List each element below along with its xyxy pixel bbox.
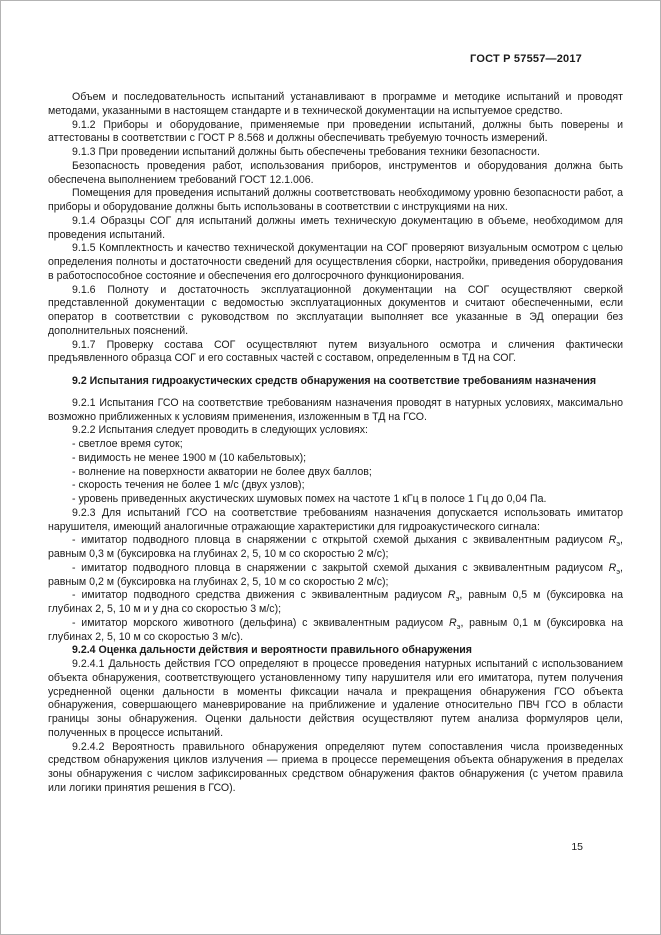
paragraph-9-1-2: 9.1.2 Приборы и оборудование, применяемые при проведении испытаний, должны быть поверены и аттестованы в соответствии с ГОСТ Р 8.568 и должны обеспечивать требуемую точность измерений. [48,118,623,145]
radius-symbol: R [608,561,617,574]
radius-symbol: R [447,589,456,602]
list-item-text: - имитатор подводного пловца в снаряжении с закрытой схемой дыхания с эквивалентным радиусом [72,561,609,574]
list-item-waves: - волнение на поверхности акватории не более двух баллов; [72,465,372,478]
list-item-current-speed: - скорость течения не более 1 м/с (двух узлов); [72,479,305,492]
paragraph-9-1-5: 9.1.5 Комплектность и качество технической документации на СОГ проверяют визуальным осмотром с целью определения полноты и достаточности сведений для осуществления сборки, настройки, приведения оборудования в работоспособное состояние и обеспечения его долгосрочного функционирования. [48,242,623,282]
list-item-text: , равным 0,3 м (буксировка на глубинах 2, 5, 10 м со скоростью 2 м/с); [48,534,623,560]
radius-subscript: э [455,594,460,604]
paragraph-9-2-2: 9.2.2 Испытания следует проводить в следующих условиях: [72,424,368,437]
radius-symbol: R [608,534,617,547]
list-item-text: , равным 0,2 м (буксировка на глубинах 2, 5, 10 м со скоростью 2 м/с); [48,561,623,588]
list-item-text: , равным 0,1 м (буксировка на глубинах 2, 5, 10 м со скоростью 3 м/с). [48,616,624,643]
radius-subscript: э [616,566,621,576]
list-item-text: , равным 0,5 м (буксировка на глубинах 2, 5, 10 м и у дна со скоростью 3 м/с); [48,589,623,615]
paragraph-9-2-1: 9.2.1 Испытания ГСО на соответствие требованиям назначения проводят в натурных условиях, максимально возможно приближенных к условиям применения, изложенным в ТД на ГСО. [48,396,623,423]
paragraph-premises: Помещения для проведения испытаний должны соответствовать необходимому уровню безопасности работ, а приборы и оборудование должны быть использованы в соответствии с инструкциями на них. [48,187,623,213]
paragraph-9-2-4-2: 9.2.4.2 Вероятность правильного обнаружения определяют путем сопоставления числа произведенных средством обнаружения циклов излучения — приема в процессе перемещения объекта обнаружения в пределах зоны обнаружения с числом зафиксированных средством обнаружения фактов обнаружения (с учетом правила или логики принятия решения в ГСО). [48,740,623,794]
paragraph-9-1-6: 9.1.6 Полноту и достаточность эксплуатационной документации на СОГ осуществляют сверкой представленной документации с ведомостью эксплуатационных документов и считают обеспеченными, если оператор в соответствии с руководством по эксплуатации выполняет все указанные в ЭД операции без дополнительных пояснений. [48,283,623,337]
radius-subscript: э [456,621,461,631]
page-number: 15 [571,841,583,853]
paragraph-scope: Объем и последовательность испытаний устанавливают в программе и методике испытаний и проводят методами, указанными в настоящем стандарте и в технической документации на испытуемое средство. [48,91,623,117]
paragraph-safety: Безопасность проведения работ, использования приборов, инструментов и оборудования должна быть обеспечена выполнением требований ГОСТ 12.1.006. [48,159,623,186]
doc-code-header: ГОСТ Р 57557—2017 [470,53,582,65]
document-body [48,91,623,796]
paragraph-9-2-3: 9.2.3 Для испытаний ГСО на соответствие требованиям назначения допускается использовать имитатор нарушителя, имеющий аналогичные отражающие характеристики для гидроакустического сигнала: [48,506,623,533]
paragraph-9-2-4-1: 9.2.4.1 Дальность действия ГСО определяют в процессе проведения натурных испытаний с использованием объекта обнаружения, соответствующего установленному типу нарушителя или его имитатора, путем получения усредненной оценки дальности в моменты фиксации начала и прекращения обнаружения ГСО объекта обнаружения, совершающего маневрирование на приближение и удаление относительно ПВЧ ГСО в области границы зоны обнаружения. Оценки дальности действия осуществляют путем анализа формуляров цели, полученных в процессе испытаний. [48,658,623,739]
paragraph-9-1-4: 9.1.4 Образцы СОГ для испытаний должны иметь техническую документацию в объеме, необходимом для проведения испытаний. [48,214,623,241]
radius-subscript: э [616,539,621,549]
list-item-text: - имитатор подводного средства движения с эквивалентным радиусом [72,589,448,602]
radius-symbol: R [448,616,457,629]
list-item-visibility: - видимость не менее 1900 м (10 кабельтовых); [72,451,307,464]
list-item-imitator-dolphin [48,617,623,645]
paragraph-9-1-3: 9.1.3 При проведении испытаний должны быть обеспечены требования техники безопасности. [72,146,540,158]
list-item-noise-level: - уровень приведенных акустических шумовых помех на частоте 1 кГц в полосе 1 Гц до 0,04 Па. [72,493,547,505]
list-item-imitator-closed-breathing [48,562,623,590]
list-item-text: - имитатор подводного пловца в снаряжении с открытой схемой дыхания с эквивалентным радиусом [72,534,609,547]
list-item-daylight: - светлое время суток; [72,438,183,450]
list-item-imitator-open-breathing [48,534,623,562]
section-heading-9-2-4: 9.2.4 Оценка дальности действия и вероятности правильного обнаружения [72,644,472,657]
section-heading-9-2: 9.2 Испытания гидроакустических средств обнаружения на соответствие требованиям назначения [72,375,597,387]
list-item-imitator-underwater-vehicle [48,589,623,617]
list-item-text: - имитатор морского животного (дельфина) с эквивалентным радиусом [72,616,449,629]
paragraph-9-1-7: 9.1.7 Проверку состава СОГ осуществляют путем визуального осмотра и сличения фактически предъявленного образца СОГ и его составных частей с составом, определенным в ТД на СОГ. [48,338,623,365]
